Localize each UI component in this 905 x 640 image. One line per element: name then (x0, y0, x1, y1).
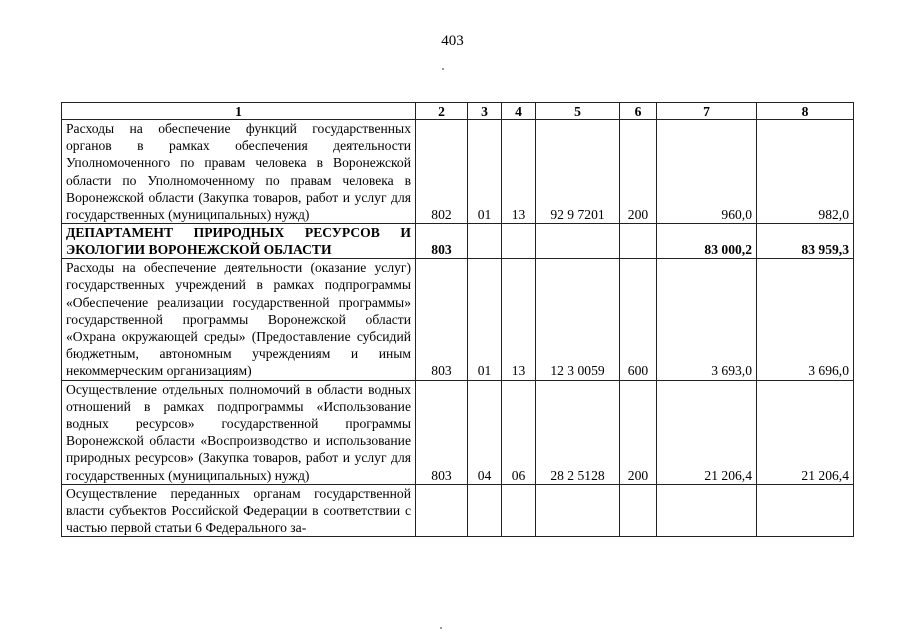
target-article-code (536, 224, 620, 259)
department-title: ДЕПАРТАМЕНТ ПРИРОДНЫХ РЕСУРСОВ И ЭКОЛОГИИ ВОРОНЕЖСКОЙ ОБЛАСТИ (62, 224, 416, 259)
target-article-code: 12 3 0059 (536, 259, 620, 380)
expense-type-code: 200 (620, 120, 657, 224)
column-header: 7 (657, 103, 757, 120)
section-code (468, 224, 502, 259)
expense-description: Осуществление переданных органам государственной власти субъектов Российской Федерации в соответствии с частью первой статьи 6 Федерального за- (62, 484, 416, 537)
amount-col-8: 83 959,3 (757, 224, 854, 259)
amount-col-8: 3 696,0 (757, 259, 854, 380)
expense-type-code (620, 484, 657, 537)
expense-type-code (620, 224, 657, 259)
scan-speck (442, 68, 444, 70)
table-row (62, 259, 854, 380)
target-article-code: 92 9 7201 (536, 120, 620, 224)
subsection-code (502, 224, 536, 259)
expense-description: Расходы на обеспечение функций государственных органов в рамках обеспечения деятельности Уполномоченного по правам человека в Воронежской области по Уполномоченному по правам человека в Воронежской области (Закупка товаров, работ и услуг для государственных (муниципальных) нужд) (62, 120, 416, 224)
ministry-code (416, 484, 468, 537)
expense-type-code: 600 (620, 259, 657, 380)
column-header: 3 (468, 103, 502, 120)
column-header: 2 (416, 103, 468, 120)
table-row (62, 224, 854, 259)
expense-type-code: 200 (620, 380, 657, 484)
ministry-code: 803 (416, 380, 468, 484)
amount-col-8 (757, 484, 854, 537)
expense-description: Осуществление отдельных полномочий в области водных отношений в рамках подпрограммы «Использование водных ресурсов» государственной программы Воронежской области «Воспроизводство и использование природных ресурсов» (Закупка товаров, работ и услуг для государственных (муниципальных) нужд) (62, 380, 416, 484)
subsection-code (502, 484, 536, 537)
ministry-code: 803 (416, 224, 468, 259)
column-header: 4 (502, 103, 536, 120)
section-code: 01 (468, 120, 502, 224)
amount-col-8: 21 206,4 (757, 380, 854, 484)
table-header-row (62, 103, 854, 120)
amount-col-7: 3 693,0 (657, 259, 757, 380)
page-number: 403 (441, 33, 464, 49)
ministry-code: 803 (416, 259, 468, 380)
section-code: 01 (468, 259, 502, 380)
target-article-code: 28 2 5128 (536, 380, 620, 484)
table-row (62, 120, 854, 224)
table-row (62, 380, 854, 484)
scan-speck (440, 627, 442, 629)
section-code (468, 484, 502, 537)
ministry-code: 802 (416, 120, 468, 224)
column-header: 5 (536, 103, 620, 120)
target-article-code (536, 484, 620, 537)
amount-col-7: 960,0 (657, 120, 757, 224)
amount-col-7: 21 206,4 (657, 380, 757, 484)
amount-col-7: 83 000,2 (657, 224, 757, 259)
column-header: 1 (62, 103, 416, 120)
column-header: 6 (620, 103, 657, 120)
amount-col-7 (657, 484, 757, 537)
expense-description: Расходы на обеспечение деятельности (оказание услуг) государственных учреждений в рамках подпрограммы «Обеспечение реализации государственной программы» государственной программы Воронежской области «Охрана окружающей среды» (Предоставление субсидий бюджетным, автономным учреждениям и иным некоммерческим организациям) (62, 259, 416, 380)
section-code: 04 (468, 380, 502, 484)
subsection-code: 13 (502, 259, 536, 380)
budget-table (61, 102, 854, 537)
table-row (62, 484, 854, 537)
amount-col-8: 982,0 (757, 120, 854, 224)
subsection-code: 13 (502, 120, 536, 224)
column-header: 8 (757, 103, 854, 120)
subsection-code: 06 (502, 380, 536, 484)
